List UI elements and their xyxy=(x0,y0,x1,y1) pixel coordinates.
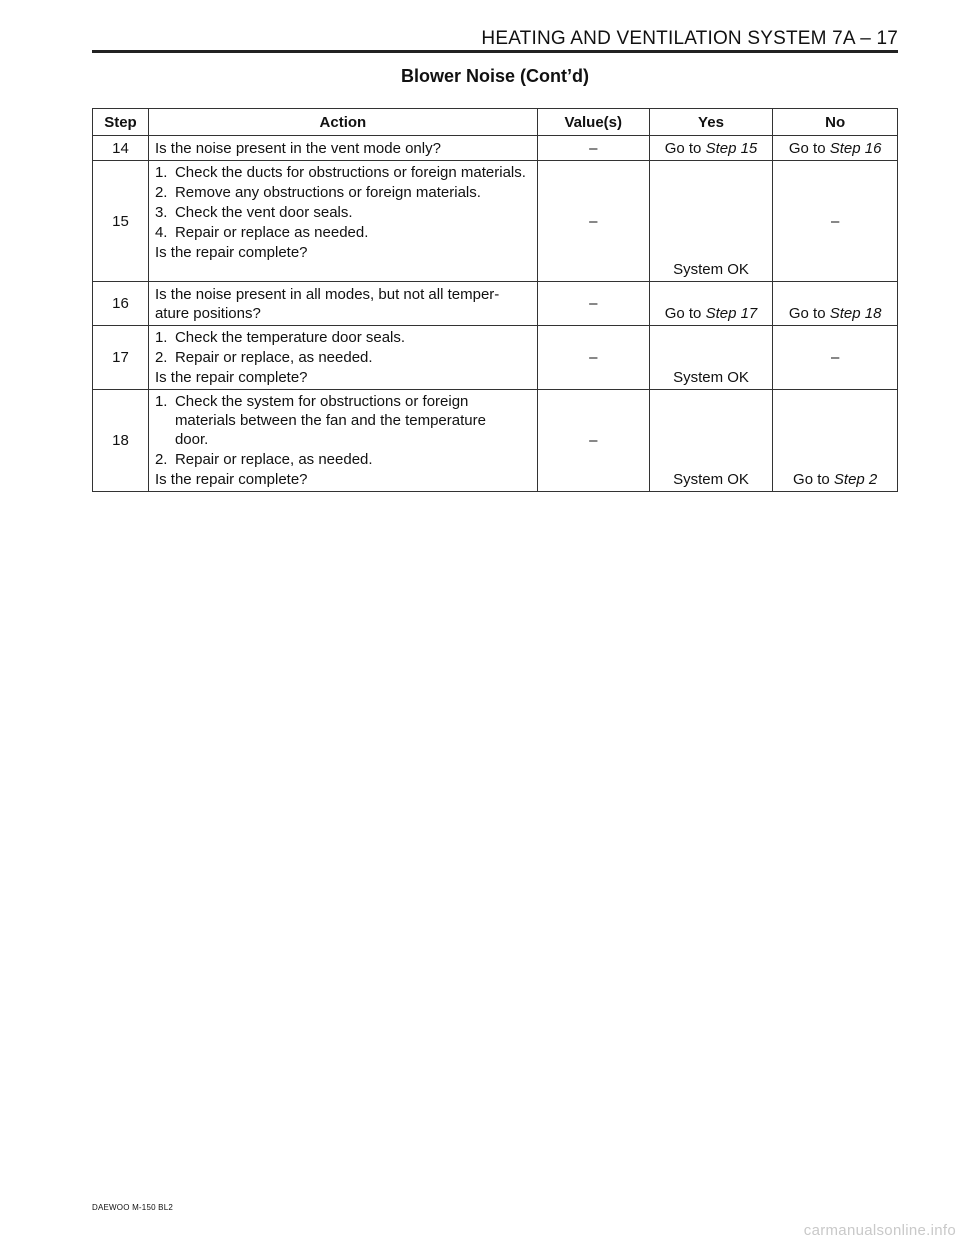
no-cell xyxy=(773,390,898,492)
table-header-row xyxy=(93,109,898,136)
yes-cell: System OK xyxy=(649,390,773,492)
no-step-ref: Step 2 xyxy=(833,471,878,488)
item-text: Repair or replace, as needed. xyxy=(174,349,373,366)
no-step-ref: Step 16 xyxy=(829,139,882,157)
column-header-yes: Yes xyxy=(649,109,773,136)
table-row-step-17 xyxy=(93,326,898,390)
action-cell xyxy=(148,136,537,161)
column-header-step: Step xyxy=(93,109,149,136)
value-cell: – xyxy=(537,390,649,492)
step-number: 17 xyxy=(93,326,149,390)
action-cell xyxy=(148,326,537,390)
yes-step-ref: Step 15 xyxy=(705,139,758,157)
action-question: Is the noise present in all modes, but not all temper-ature positions? xyxy=(154,286,500,322)
table-row-step-16 xyxy=(93,282,898,326)
action-list-item xyxy=(155,450,531,469)
action-question: Is the repair complete? xyxy=(154,244,308,261)
item-text: Check the ducts for obstructions or foreign materials. xyxy=(174,164,526,181)
step-number: 18 xyxy=(93,390,149,492)
item-number: 1. xyxy=(154,164,168,181)
item-text: Repair or replace as needed. xyxy=(174,224,369,241)
action-cell xyxy=(148,390,537,492)
action-list-item xyxy=(155,163,531,182)
action-question: Is the repair complete? xyxy=(154,369,308,386)
table-row-step-15 xyxy=(93,161,898,282)
value-cell: – xyxy=(537,282,649,326)
value-cell: – xyxy=(537,161,649,282)
item-number: 2. xyxy=(154,451,168,468)
action-question: Is the repair complete? xyxy=(154,471,308,488)
value-cell: – xyxy=(537,136,649,161)
action-list-item xyxy=(155,223,531,242)
item-text: Remove any obstructions or foreign materials. xyxy=(174,184,481,201)
action-list-item xyxy=(155,392,531,449)
item-number: 4. xyxy=(154,224,168,241)
no-cell xyxy=(773,136,898,161)
yes-cell: System OK xyxy=(649,161,773,282)
watermark: carmanualsonline.info xyxy=(803,1222,956,1239)
footer-doc-code: DAEWOO M-150 BL2 xyxy=(92,1203,174,1212)
step-number: 15 xyxy=(93,161,149,282)
no-cell xyxy=(773,282,898,326)
no-cell: – xyxy=(773,161,898,282)
value-cell: – xyxy=(537,326,649,390)
no-prefix: Go to xyxy=(788,305,826,322)
column-header-no: No xyxy=(773,109,898,136)
item-number: 2. xyxy=(154,184,168,201)
table-row-step-14 xyxy=(93,136,898,161)
yes-prefix: Go to xyxy=(664,139,702,157)
step-number: 14 xyxy=(93,136,149,161)
action-cell xyxy=(148,161,537,282)
header-rule xyxy=(92,50,898,53)
action-list-item xyxy=(155,183,531,202)
yes-cell xyxy=(649,136,773,161)
item-text: Check the temperature door seals. xyxy=(174,329,406,346)
section-title: Blower Noise (Cont’d) xyxy=(401,66,589,86)
item-text: Check the vent door seals. xyxy=(174,204,353,221)
no-prefix: Go to xyxy=(793,471,830,488)
item-number: 2. xyxy=(154,349,168,366)
action-cell xyxy=(148,282,537,326)
yes-cell xyxy=(649,282,773,326)
yes-step-ref: Step 17 xyxy=(705,305,758,322)
item-text: Repair or replace, as needed. xyxy=(174,451,373,468)
no-prefix: Go to xyxy=(788,139,826,157)
action-question: Is the noise present in the vent mode only? xyxy=(154,140,441,157)
action-list-item xyxy=(155,203,531,222)
action-list-item xyxy=(155,348,531,367)
page-header: HEATING AND VENTILATION SYSTEM 7A – 17 xyxy=(481,28,898,49)
action-list-item xyxy=(155,328,531,347)
no-cell: – xyxy=(773,326,898,390)
yes-prefix: Go to xyxy=(664,305,702,322)
item-number: 1. xyxy=(154,393,168,410)
table-row-step-18 xyxy=(93,390,898,492)
yes-cell: System OK xyxy=(649,326,773,390)
item-number: 1. xyxy=(154,329,168,346)
column-header-action: Action xyxy=(148,109,537,136)
item-text: Check the system for obstructions or foreign materials between the fan and the temperature door. xyxy=(174,393,486,448)
diagnostic-table xyxy=(92,108,898,492)
column-header-values: Value(s) xyxy=(537,109,649,136)
no-step-ref: Step 18 xyxy=(829,305,882,322)
item-number: 3. xyxy=(154,204,168,221)
step-number: 16 xyxy=(93,282,149,326)
